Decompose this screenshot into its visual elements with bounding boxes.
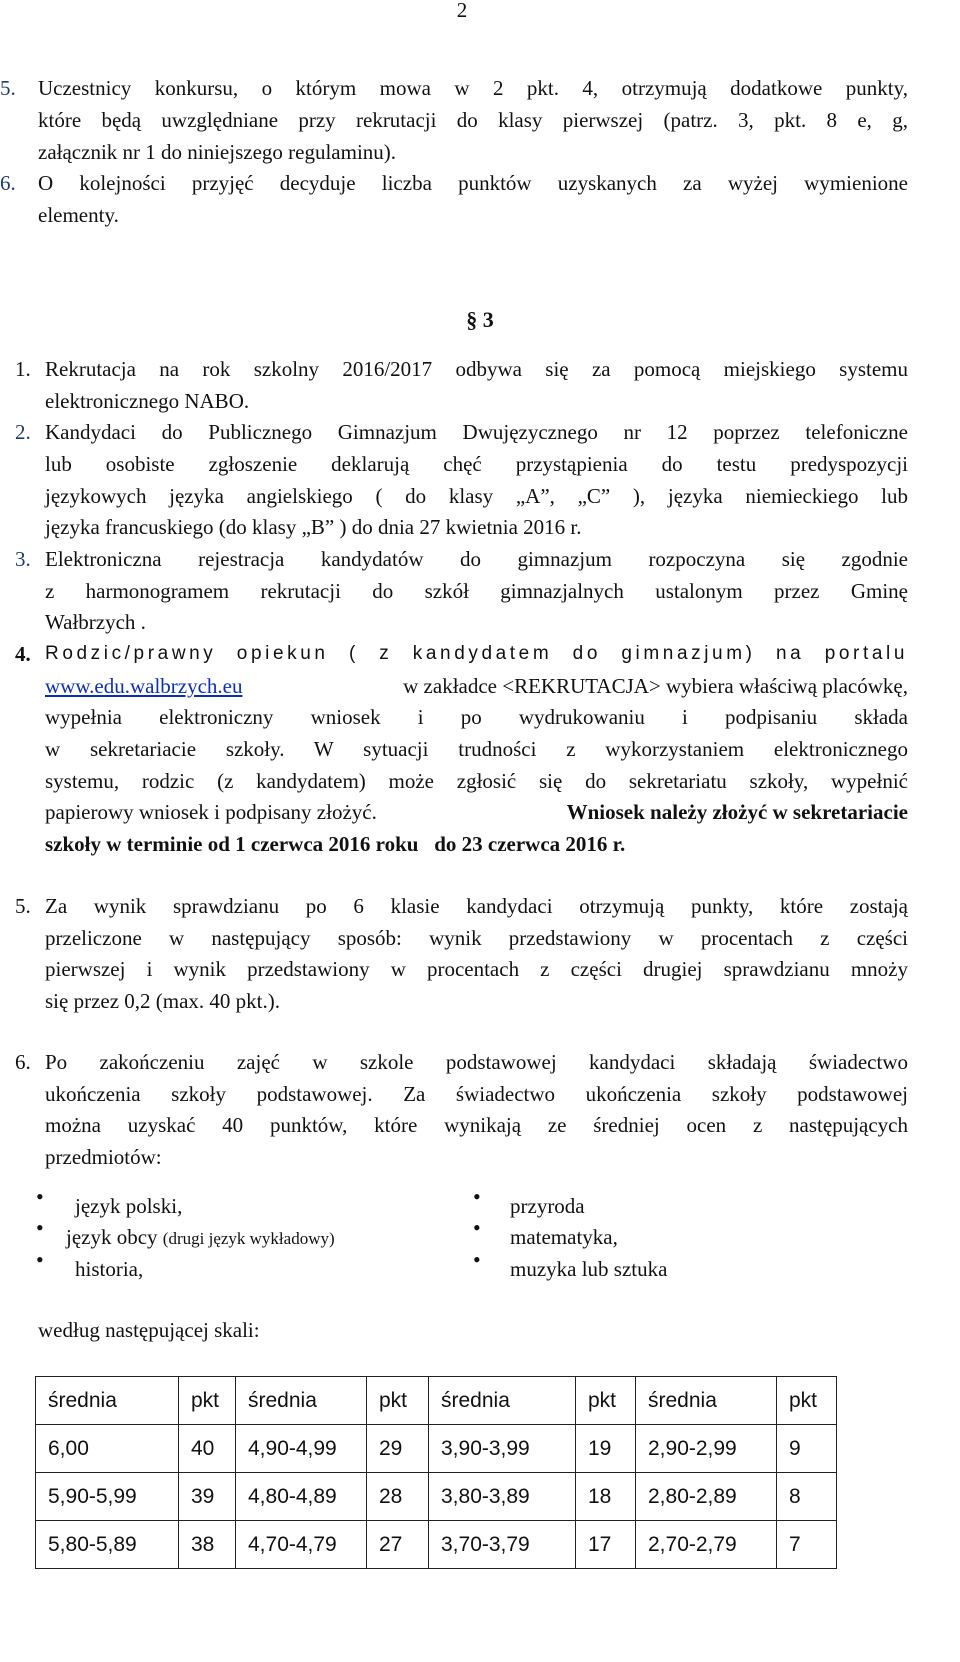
subject-item: historia,: [75, 1257, 144, 1281]
paragraph-2-line-2: lub osobiste zgłoszenie deklarują chęć przystąpienia do testu predyspozycji: [45, 452, 908, 476]
table-cell: 39: [179, 1473, 236, 1521]
paragraph-2-number: 2.: [15, 420, 31, 444]
paragraph-6-line-1: Po zakończeniu zajęć w szkole podstawowej kandydaci składają świadectwo: [45, 1050, 908, 1074]
bullet-icon: •: [473, 1215, 481, 1240]
table-cell: 2,80-2,89: [636, 1473, 777, 1521]
table-cell: 38: [179, 1521, 236, 1569]
subject-item-text: język obcy: [66, 1225, 163, 1249]
grading-scale-table: [35, 1376, 837, 1569]
item-6-line-1: O kolejności przyjęć decyduje liczba punktów uzyskanych za wyżej wymienione: [38, 171, 908, 195]
paragraph-6-line-3: można uzyskać 40 punktów, które wynikają ze średniej ocen z następujących: [45, 1113, 908, 1137]
table-row: [36, 1473, 837, 1521]
paragraph-4-line-6: [45, 796, 908, 828]
portal-link[interactable]: www.edu.walbrzych.eu: [45, 674, 243, 698]
table-cell: 9: [777, 1425, 837, 1473]
table-cell: 19: [576, 1425, 636, 1473]
subject-item: [66, 1221, 335, 1255]
item-5-line-1: Uczestnicy konkursu, o którym mowa w 2 pkt. 4, otrzymują dodatkowe punkty,: [38, 76, 908, 100]
subject-item: muzyka lub sztuka: [510, 1257, 668, 1281]
table-cell: 4,90-4,99: [236, 1425, 367, 1473]
paragraph-3-number: 3.: [15, 547, 31, 571]
paragraph-4-line-2: [45, 670, 908, 702]
table-cell: 3,80-3,89: [429, 1473, 576, 1521]
bullet-icon: •: [36, 1184, 44, 1209]
table-cell: 40: [179, 1425, 236, 1473]
bullet-icon: •: [36, 1247, 44, 1272]
paragraph-4-line-2-rest: w zakładce <REKRUTACJA> wybiera właściwą placówkę,: [403, 674, 908, 698]
table-header-cell: średnia: [36, 1377, 179, 1425]
item-6-number: 6.: [0, 171, 16, 195]
paragraph-5-line-2: przeliczone w następujący sposób: wynik przedstawiony w procentach z części: [45, 926, 908, 950]
table-header-cell: pkt: [576, 1377, 636, 1425]
paragraph-3-line-3: Wałbrzych .: [45, 610, 146, 634]
table-row: [36, 1521, 837, 1569]
subject-item-note: (drugi język wykładowy): [162, 1229, 335, 1248]
subject-item: przyroda: [510, 1194, 585, 1218]
table-cell: 3,90-3,99: [429, 1425, 576, 1473]
paragraph-5-number: 5.: [15, 894, 31, 918]
table-cell: 2,70-2,79: [636, 1521, 777, 1569]
table-header-cell: średnia: [636, 1377, 777, 1425]
item-5-line-2: które będą uwzględniane przy rekrutacji do klasy pierwszej (patrz. 3, pkt. 8 e, g,: [38, 108, 908, 132]
table-header-row: [36, 1377, 837, 1425]
paragraph-2-line-3: językowych języka angielskiego ( do klasy „A”, „C” ), języka niemieckiego lub: [45, 484, 908, 508]
paragraph-5-line-3: pierwszej i wynik przedstawiony w procentach z części drugiej sprawdzianu mnoży: [45, 957, 908, 981]
paragraph-4-number: 4.: [15, 642, 31, 666]
paragraph-3-line-2: z harmonogramem rekrutacji do szkół gimnazjalnych ustalonym przez Gminę: [45, 579, 908, 603]
paragraph-1-line-1: Rekrutacja na rok szkolny 2016/2017 odbywa się za pomocą miejskiego systemu: [45, 357, 908, 381]
table-cell: 17: [576, 1521, 636, 1569]
bullet-icon: •: [473, 1184, 481, 1209]
table-cell: 4,80-4,89: [236, 1473, 367, 1521]
paragraph-1-line-2: elektronicznego NABO.: [45, 389, 250, 413]
table-cell: 4,70-4,79: [236, 1521, 367, 1569]
paragraph-3-line-1: Elektroniczna rejestracja kandydatów do gimnazjum rozpoczyna się zgodnie: [45, 547, 908, 571]
page-number: 2: [456, 0, 468, 22]
table-cell: 8: [777, 1473, 837, 1521]
table-header-cell: średnia: [429, 1377, 576, 1425]
paragraph-6-line-4: przedmiotów:: [45, 1145, 162, 1169]
table-cell: 5,90-5,99: [36, 1473, 179, 1521]
paragraph-4-line-5: systemu, rodzic (z kandydatem) może zgłosić się do sekretariatu szkoły, wypełnić: [45, 769, 908, 793]
item-5-number: 5.: [0, 76, 16, 100]
bullet-icon: •: [36, 1215, 44, 1240]
table-cell: 29: [367, 1425, 429, 1473]
paragraph-4-line-3: wypełnia elektroniczny wniosek i po wydrukowaniu i podpisaniu składa: [45, 705, 908, 729]
paragraph-6-number: 6.: [15, 1050, 31, 1074]
table-cell: 2,90-2,99: [636, 1425, 777, 1473]
paragraph-2-line-4: języka francuskiego (do klasy „B” ) do dnia 27 kwietnia 2016 r.: [45, 515, 582, 539]
table-cell: 6,00: [36, 1425, 179, 1473]
item-6-line-2: elementy.: [38, 203, 119, 227]
paragraph-6-line-2: ukończenia szkoły podstawowej. Za świadectwo ukończenia szkoły podstawowej: [45, 1082, 908, 1106]
paragraph-4-line-7: szkoły w terminie od 1 czerwca 2016 roku do 23 czerwca 2016 r.: [45, 832, 626, 856]
paragraph-1-number: 1.: [15, 357, 31, 381]
table-cell: 3,70-3,79: [429, 1521, 576, 1569]
table-header-cell: pkt: [367, 1377, 429, 1425]
paragraph-4-line-4: w sekretariacie szkoły. W sytuacji trudności z wykorzystaniem elektronicznego: [45, 737, 908, 761]
table-header-cell: średnia: [236, 1377, 367, 1425]
subject-item: język polski,: [75, 1194, 183, 1218]
paragraph-2-line-1: Kandydaci do Publicznego Gimnazjum Dwujęzycznego nr 12 poprzez telefoniczne: [45, 420, 908, 444]
table-header-cell: pkt: [179, 1377, 236, 1425]
item-5-line-3: załącznik nr 1 do niniejszego regulaminu).: [38, 140, 397, 164]
table-cell: 27: [367, 1521, 429, 1569]
section-heading: § 3: [466, 307, 494, 332]
paragraph-5-line-1: Za wynik sprawdzianu po 6 klasie kandydaci otrzymują punkty, które zostają: [45, 894, 908, 918]
paragraph-4-line-6-plain: papierowy wniosek i podpisany złożyć.: [45, 800, 377, 824]
paragraph-5-line-4: się przez 0,2 (max. 40 pkt.).: [45, 989, 281, 1013]
bullet-icon: •: [473, 1247, 481, 1272]
table-cell: 7: [777, 1521, 837, 1569]
table-cell: 5,80-5,89: [36, 1521, 179, 1569]
table-cell: 28: [367, 1473, 429, 1521]
subject-item: matematyka,: [510, 1225, 618, 1249]
paragraph-4-line-1: Rodzic/prawny opiekun ( z kandydatem do gimnazjum) na portalu: [45, 643, 908, 664]
paragraph-4-line-6-bold: Wniosek należy złożyć w sekretariacie: [566, 800, 908, 824]
table-header-cell: pkt: [777, 1377, 837, 1425]
table-row: [36, 1425, 837, 1473]
table-cell: 18: [576, 1473, 636, 1521]
scale-intro: według następującej skali:: [38, 1318, 260, 1342]
